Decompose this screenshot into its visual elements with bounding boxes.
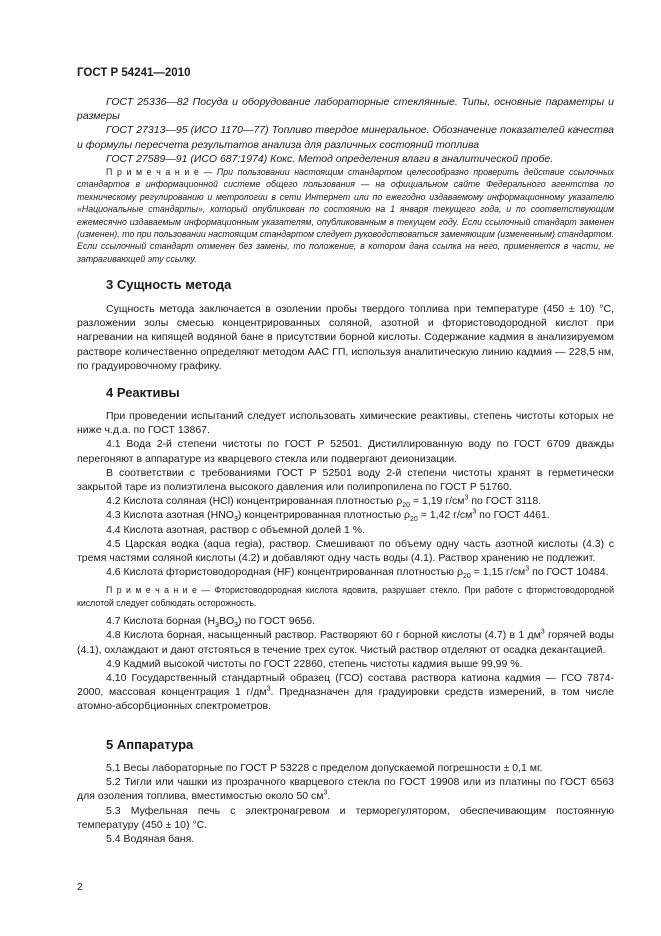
- paragraph: 4.3 Кислота азотная $(HNO_3)$ концентрированная плотностью $\rho_{20} = 1,42$ $г/см^3$ по ГОСТ 4461.: [106, 508, 550, 524]
- page-number: 2: [77, 881, 83, 893]
- section-heading: 4 Реактивы: [106, 385, 180, 400]
- paragraph: 4.8 Кислота борная, насыщенный раствор. Растворяют 60 г борной кислоты (4.7) в 1 $дм^3$ горячей воды (4.1), охлаждают и дают отстояться в течение трех суток. Чистый раствор отделяют от осадка декантацией.: [77, 628, 614, 656]
- paragraph: 5.2 Тигли или чашки из прозрачного кварцевого стекла по ГОСТ 19908 или из платины по ГОСТ 6563 для озоления топлива, вместимостью около 50 $см^3$.: [77, 776, 614, 803]
- paragraph: 4.4 Кислота азотная, раствор с объемной долей 1 %.: [106, 523, 366, 536]
- paragraph: 5.3 Муфельная печь с электронагревом и терморегулятором, обеспечивающим постоянную температуру (450 ± 10) °С.: [77, 804, 614, 831]
- paragraph: 4.6 Кислота фтористоводородная (HF) концентрированная плотностью $\rho_{20} = 1,15$ $г/см^3$ по ГОСТ 10484.: [106, 565, 609, 581]
- paragraph: 4.1 Вода 2-й степени чистоты по ГОСТ Р 52501. Дистиллированную воду по ГОСТ 6709 дважды перегоняют в аппаратуре из кварцевого стекла или подвергают деионизации.: [77, 438, 614, 465]
- paragraph: При проведении испытаний следует использовать химические реактивы, степень чистоты которых не ниже ч.д.а. по ГОСТ 13867.: [77, 410, 614, 437]
- paragraph: 4.2 Кислота соляная (HCl) концентрированная плотностью $\rho_{20} = 1,19$ $г/см^3$ по ГОСТ 3118.: [106, 494, 542, 510]
- reference-item: ГОСТ 27589—91 (ИСО 687:1974) Кокс. Метод определения влаги в аналитической пробе.: [106, 152, 554, 165]
- normative-references: [77, 95, 614, 166]
- section-4-body: [77, 409, 614, 714]
- paragraph: В соответствии с требованиями ГОСТ Р 52501 воду 2-й степени чистоты хранят в герметически закрытой таре из полиэтилена высокого давления или полипропилена по ГОСТ Р 51760.: [77, 466, 614, 494]
- paragraph: 5.4 Водяная баня.: [106, 833, 195, 846]
- reference-item: ГОСТ 25336—82 Посуда и оборудование лабораторные стеклянные. Типы, основные параметры и размеры: [77, 96, 614, 123]
- paragraph: 4.5 Царская водка (aqua regia), раствор. Смешивают по объему одну часть азотной кислоты (4.3) с тремя частями соляной кислоты (4.2) и добавляют одну часть воды (4.1). Раствор хранению не подлежит.: [77, 537, 614, 565]
- paragraph: 4.7 Кислота борная $(H_3BO_3)$ по ГОСТ 9656.: [106, 615, 316, 630]
- paragraph: 4.9 Кадмий высокой чистоты по ГОСТ 22860, степень чистоты кадмия выше 99,99 %.: [106, 657, 523, 670]
- section-3-body: [77, 302, 614, 373]
- note-text: — При пользовании настоящим стандартом целесообразно проверить действие ссылочных стандартов в информационной системе общего пользования — на официальном сайте Федерального агентства по техническому регулированию и метрологии в сети Интернет или по ежегодно издаваемому информационному указателю «Национальные стандарты», который опубликован по состоянию на 1 января текущего года, и по соответствующим ежемесячно издаваемым информационным указателям, опубликованным в текущем году. Если ссылочный стандарт заменен (изменен), то при пользовании настоящим стандартом следует руководствоваться заменяющим (измененным) стандартом. Если ссылочный стандарт отменен без замены, то положение, в котором дана ссылка на него, применяется в части, не затрагивающей эту ссылку.: [77, 167, 614, 264]
- section-heading: 5 Аппаратура: [106, 737, 194, 752]
- reference-item: ГОСТ 27313—95 (ИСО 1170—77) Топливо твердое минеральное. Обозначение показателей качества и формулы пересчета результатов анализа для различных состояний топлива: [77, 124, 614, 151]
- paragraph: Сущность метода заключается в озолении пробы твердого топлива при температуре (450 ± 10) °С, разложении золы смесью концентрированных соляной, азотной и фтористоводородной кислот при нагревании на кипящей водяной бане в присутствии борной кислоты. Содержание кадмия в анализируемом растворе количественно определяют методом ААС ГП, используя аналитическую линию кадмия — 228,5 нм, по градуировочному графику.: [77, 303, 614, 372]
- section-5-body: [77, 761, 614, 846]
- note-references: [77, 166, 614, 265]
- section-heading: 3 Сущность метода: [106, 277, 232, 292]
- note-hf: П р и м е ч а н и е — Фтористоводородная кислота ядовита, разрушает стекло. При работе с фтористоводородной кислотой следует соблюдать осторожность.: [77, 585, 614, 608]
- note-label: П р и м е ч а н и е: [106, 167, 199, 177]
- paragraph: 4.10 Государственный стандартный образец (ГСО) состава раствора катиона кадмия — ГСО 7874-2000, массовая концентрация 1 $г/дм^3$. Предназначен для градуировки средств измерений, в том числе атомно-абсорбционных спектрометров.: [77, 672, 614, 713]
- document-header: ГОСТ Р 54241—2010: [77, 67, 191, 79]
- paragraph: 5.1 Весы лабораторные по ГОСТ Р 53228 с пределом допускаемой погрешности ± 0,1 мг.: [106, 762, 543, 774]
